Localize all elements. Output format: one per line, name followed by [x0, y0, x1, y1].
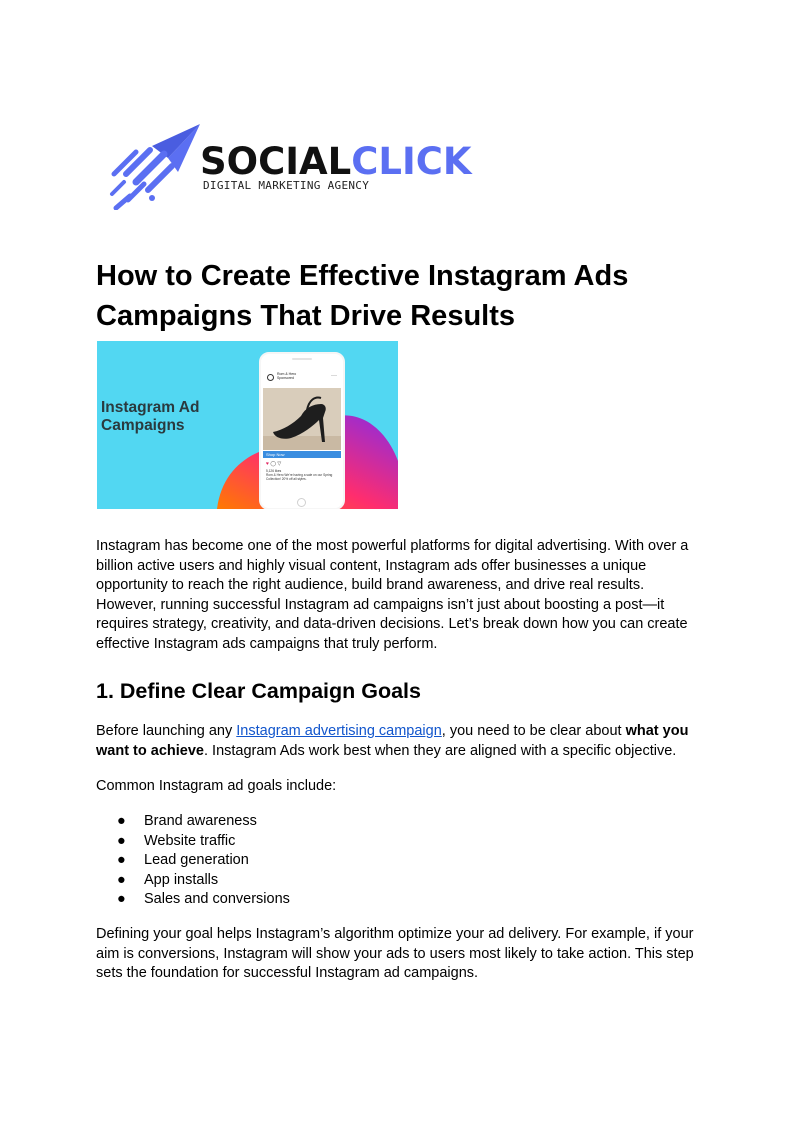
goal-text-bold: what you want to achieve	[96, 723, 689, 759]
instagram-advertising-campaign-link[interactable]: Instagram advertising campaign	[236, 723, 442, 739]
caption-text: Rom & Hero We're having a sale on our Spring Collection! 20% off all styles.	[266, 473, 333, 481]
profile-sub-text: Sponsored	[277, 376, 294, 380]
list-item-text: Sales and conversions	[144, 891, 290, 907]
more-options-icon: ···	[331, 373, 337, 379]
profile-avatar-icon	[267, 374, 274, 381]
comment-icon: ◯	[270, 461, 276, 467]
logo-wordmark	[200, 142, 472, 182]
brand-logo	[108, 122, 472, 210]
list-item-text: App installs	[144, 871, 219, 888]
bullet-icon: ●	[117, 813, 126, 829]
profile-name	[277, 372, 296, 380]
list-item	[96, 851, 290, 871]
page-title: How to Create Effective Instagram Ads Campaigns That Drive Results	[96, 260, 629, 332]
defining-paragraph: Defining your goal helps Instagram’s algorithm optimize your ad delivery. For example, if your aim is conversions, Instagram will show your ads to users most likely to take action. This step sets the foundation for successful Instagram ad campaigns.	[96, 926, 694, 981]
phone-mockup	[259, 352, 345, 509]
bullet-icon: ●	[117, 871, 126, 888]
phone-speaker	[292, 358, 312, 360]
list-item-text: Lead generation	[144, 852, 249, 868]
heart-icon: ♥ ◯ ▽	[266, 461, 282, 467]
goal-text-after: . Instagram Ads work best when they are aligned with a specific objective.	[203, 742, 677, 759]
goal-paragraph	[96, 722, 706, 761]
list-item-text: Brand awareness	[144, 813, 257, 829]
rocket-arrow-icon	[108, 122, 203, 210]
logo-tagline: DIGITAL MARKETING AGENCY	[203, 179, 370, 192]
goal-text-before: Before launching any	[96, 723, 237, 739]
hero-image	[97, 341, 398, 509]
share-icon: ▽	[277, 461, 282, 467]
goal-text-middle: , you need to be clear about	[441, 723, 626, 739]
shop-now-label: Shop Now	[266, 452, 285, 457]
hero-caption: Instagram Ad Campaigns	[101, 399, 200, 434]
list-item	[96, 812, 290, 832]
common-goals-intro: Common Instagram ad goals include:	[96, 778, 337, 794]
list-item	[96, 832, 290, 852]
profile-name-text: Rom & Hero	[277, 372, 297, 376]
home-button-icon	[297, 498, 306, 507]
high-heel-shoe-icon	[263, 388, 341, 450]
bullet-icon: ●	[117, 891, 126, 907]
post-caption	[266, 469, 340, 481]
bullet-icon: ●	[117, 852, 126, 868]
section-heading: 1. Define Clear Campaign Goals	[96, 679, 421, 703]
intro-paragraph: Instagram has become one of the most powerful platforms for digital advertising. With over a billion active users and highly visual content, Instagram ads offer businesses a unique opportunity to reach the right audience, build brand awareness, and drive real results. However, running successful Instagram ad campaigns isn’t just about boosting a post—it requires strategy, creativity, and data-driven decisions. Let’s break down how you can create effective Instagram ads campaigns that truly perform.	[96, 538, 689, 652]
list-item	[96, 871, 290, 891]
goals-list	[96, 812, 290, 910]
list-item-text: Website traffic	[144, 832, 236, 849]
bullet-icon: ●	[117, 832, 126, 849]
list-item	[96, 890, 290, 910]
logo-word-social: SOCIAL	[200, 140, 352, 183]
logo-word-click: CLICK	[351, 140, 472, 183]
ad-photo	[263, 388, 341, 450]
likes-count: 5,126 likes	[266, 469, 282, 473]
